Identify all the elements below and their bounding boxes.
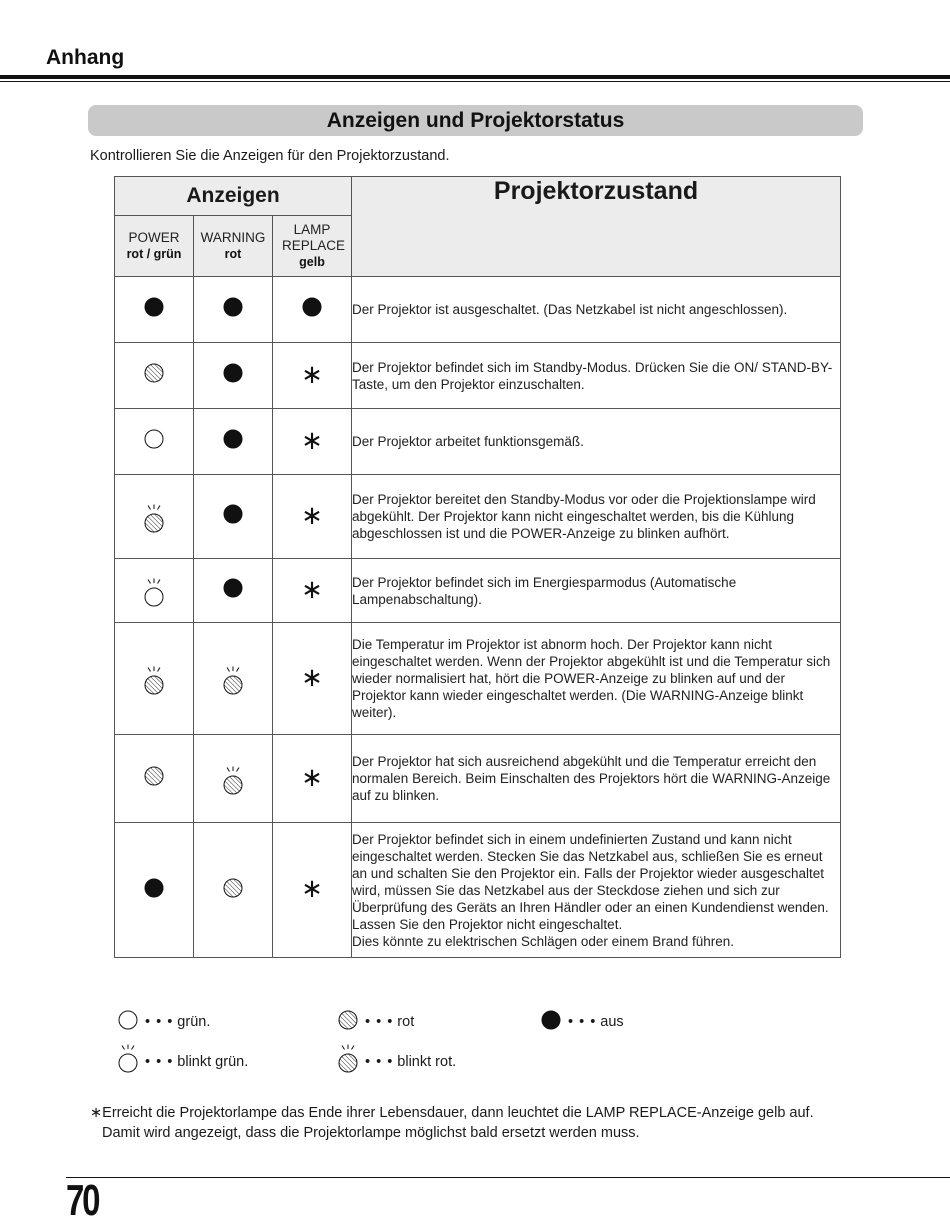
page-heading: Anzeigen und Projektorstatus [88,105,863,136]
power-indicator-cell [115,343,194,409]
table-row [115,343,841,409]
state-description: Der Projektor arbeitet funktionsgemäß. [352,409,841,475]
legend-blink-green [117,1040,248,1074]
indicator-blink-red-icon [222,661,244,678]
legend-icon [540,1009,562,1035]
indicator-red-icon [337,1009,359,1035]
column-color: rot [224,247,242,261]
warning-indicator-cell [194,735,273,823]
lamp-asterisk-icon: ∗ [301,573,323,604]
legend-icon [337,1009,359,1035]
table-row [115,559,841,623]
legend-label: blinkt grün. [177,1054,249,1070]
status-table [114,176,841,958]
power-indicator-cell [115,409,194,475]
lamp-asterisk-icon: ∗ [301,424,323,455]
power-indicator-cell [115,735,194,823]
legend-red [337,1009,414,1035]
column-name: LAMP REPLACE [282,222,346,253]
warning-indicator-cell [194,559,273,623]
indicator-blink-green-icon [143,573,165,590]
lamp-indicator-cell [273,475,352,559]
footnote-line-2: Damit wird angezeigt, dass die Projektorlampe möglichst bald ersetzt werden muss. [102,1125,640,1141]
lamp-indicator-cell [273,343,352,409]
state-header: Projektorzustand [352,177,841,277]
column-color: rot / grün [126,247,182,261]
legend-dots: • • • [568,1014,597,1030]
legend-dots: • • • [365,1014,394,1030]
lamp-asterisk-icon: ∗ [301,873,323,903]
footnote-star: ∗ [90,1105,103,1121]
legend-label: aus [600,1014,624,1030]
table-row [115,823,841,958]
state-description: Der Projektor befindet sich im Energiesparmodus (Automatische Lampenabschaltung). [352,559,841,623]
indicator-off-icon [222,586,244,603]
power-indicator-cell [115,623,194,735]
state-description: Der Projektor befindet sich im Standby-Modus. Drücken Sie die ON/ STAND-BY-Taste, um den Projektor einzuschalten. [352,343,841,409]
blink-rays-icon [222,666,244,674]
lamp-asterisk-icon: ∗ [301,661,323,692]
footnote-line-1: Erreicht die Projektorlampe das Ende ihrer Lebensdauer, dann leuchtet die LAMP REPLACE-Anzeige gelb auf. [102,1105,814,1121]
lamp-indicator-cell [273,409,352,475]
table-row [115,475,841,559]
legend-green [117,1009,210,1035]
indicator-off-icon [222,371,244,388]
intro-text: Kontrollieren Sie die Anzeigen für den Projektorzustand. [90,148,450,164]
legend-icon [117,1040,139,1074]
state-description: Der Projektor ist ausgeschaltet. (Das Netzkabel ist nicht angeschlossen). [352,277,841,343]
header-rule [0,75,950,79]
indicator-off-icon [540,1009,562,1035]
indicator-off-icon [301,305,323,322]
blink-rays-icon [337,1044,359,1052]
section-title: Anhang [46,46,125,69]
warning-indicator-cell [194,623,273,735]
power-indicator-cell [115,277,194,343]
legend-dots: • • • [145,1054,174,1070]
warning-indicator-cell [194,823,273,958]
lamp-indicator-cell [273,735,352,823]
indicator-red-icon [143,371,165,388]
blink-rays-icon [117,1044,139,1052]
legend-label: blinkt rot. [397,1054,457,1070]
indicator-off-icon [143,305,165,322]
indicator-off-icon [222,512,244,529]
legend-blink-red [337,1040,456,1074]
blink-rays-icon [143,504,165,512]
indicator-blink-red-icon [143,499,165,516]
state-description: Der Projektor bereitet den Standby-Modus vor oder die Projektionslampe wird abgekühlt. Der Projektor kann nicht eingeschaltet werden, bis die Kühlung abgeschlossen ist und die POWER-Anzeige zu blinken aufhört. [352,475,841,559]
column-header-lamp [273,216,352,277]
indicator-off-icon [222,437,244,454]
legend-off [540,1009,624,1035]
legend-icon [117,1009,139,1035]
header-rule-thin [0,81,950,82]
lamp-asterisk-icon: ∗ [301,499,323,530]
state-description: Der Projektor befindet sich in einem undefinierten Zustand und kann nicht eingeschaltet werden. Stecken Sie das Netzkabel aus, schließen Sie es erneut an und schalten Sie den Projektor ein. Falls der Projektor wieder ausgeschaltet wird, müssen Sie das Netzkabel aus der Steckdose ziehen und sich zur Überprüfung des Geräts an Ihren Händler oder an einen Kundendienst wenden. Lassen Sie den Projektor nicht eingeschaltet. Dies könnte zu elektrischen Schlägen oder einem Brand führen. [352,823,841,958]
state-description: Die Temperatur im Projektor ist abnorm hoch. Der Projektor kann nicht eingeschaltet werden. Wenn der Projektor abgekühlt ist und die Temperatur sich wieder normalisiert hat, hört die POWER-Anzeige zu blinken auf und der Projektor kann wieder eingeschaltet werden. (Die WARNING-Anzeige blinkt weiter). [352,623,841,735]
indicator-blink-red-icon [143,661,165,678]
lamp-indicator-cell [273,559,352,623]
legend-label: rot [397,1014,415,1030]
indicator-blink-red-icon [337,1040,359,1074]
indicator-blink-green-icon [117,1040,139,1074]
legend-icon [337,1040,359,1074]
power-indicator-cell [115,475,194,559]
state-description: Der Projektor hat sich ausreichend abgekühlt und die Temperatur erreicht den normalen Bereich. Beim Einschalten des Projektors hört die WARNING-Anzeige auf zu blinken. [352,735,841,823]
column-color: gelb [299,255,325,269]
table-row [115,409,841,475]
indicator-green-icon [117,1009,139,1035]
lamp-asterisk-icon: ∗ [301,761,323,792]
indicator-red-icon [143,774,165,791]
indicator-off-icon [222,305,244,322]
table-row [115,623,841,735]
indicators-header: Anzeigen [115,177,352,216]
indicator-red-icon [222,886,244,903]
blink-rays-icon [143,666,165,674]
warning-indicator-cell [194,343,273,409]
blink-rays-icon [222,766,244,774]
table-row [115,735,841,823]
table-row [115,277,841,343]
blink-rays-icon [143,578,165,586]
lamp-indicator-cell [273,277,352,343]
column-header-power [115,216,194,277]
lamp-indicator-cell [273,823,352,958]
legend-dots: • • • [145,1014,174,1030]
column-name: POWER [128,230,180,245]
warning-indicator-cell [194,475,273,559]
indicator-blink-red-icon [222,761,244,778]
power-indicator-cell [115,823,194,958]
indicator-green-icon [143,437,165,454]
footer-rule [66,1177,950,1178]
power-indicator-cell [115,559,194,623]
lamp-asterisk-icon: ∗ [301,358,323,389]
status-table-body [115,277,841,958]
lamp-indicator-cell [273,623,352,735]
column-header-warning [194,216,273,277]
warning-indicator-cell [194,277,273,343]
legend-dots: • • • [365,1054,394,1070]
indicator-off-icon [143,886,165,903]
page-number: 70 [66,1176,99,1225]
footnote [90,1103,910,1143]
column-name: WARNING [200,230,266,245]
warning-indicator-cell [194,409,273,475]
legend-label: grün. [177,1014,211,1030]
